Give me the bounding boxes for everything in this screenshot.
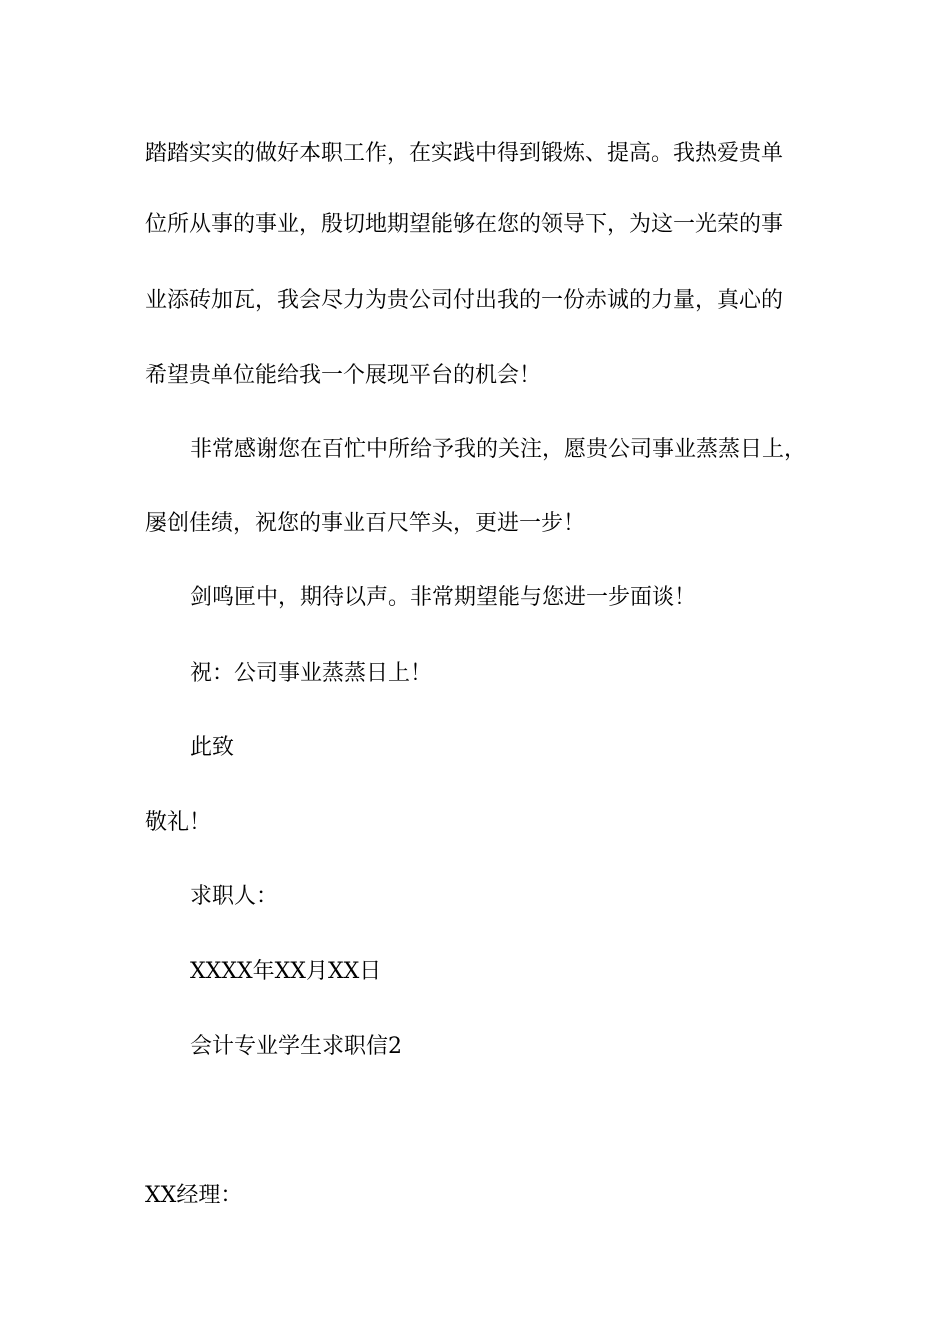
section-title: 会计专业学生求职信2 xyxy=(190,1034,402,1059)
paragraph-line: 希望贵单位能给我一个展现平台的机会！ xyxy=(145,363,542,388)
paragraph-line: 踏踏实实的做好本职工作，在实践中得到锻炼、提高。我热爱贵单 xyxy=(145,141,784,166)
paragraph-line: 非常感谢您在百忙中所给予我的关注，愿贵公司事业蒸蒸日上， xyxy=(190,437,807,462)
closing-regards: 敬礼！ xyxy=(145,810,212,835)
paragraph-line: 剑鸣匣中，期待以声。非常期望能与您进一步面谈！ xyxy=(190,585,697,610)
closing-wish: 祝：公司事业蒸蒸日上！ xyxy=(190,661,433,686)
closing-salutation: 此致 xyxy=(190,735,235,760)
signature-applicant: 求职人： xyxy=(190,884,279,909)
paragraph-line: 位所从事的事业，殷切地期望能够在您的领导下，为这一光荣的事 xyxy=(145,212,784,237)
paragraph-line: 业添砖加瓦，我会尽力为贵公司付出我的一份赤诚的力量，真心的 xyxy=(145,288,784,313)
signature-date: XXXX年XX月XX日 xyxy=(190,959,382,984)
paragraph-line: 屡创佳绩，祝您的事业百尺竿头，更进一步！ xyxy=(145,511,586,536)
letter-greeting: XX经理： xyxy=(145,1183,243,1208)
